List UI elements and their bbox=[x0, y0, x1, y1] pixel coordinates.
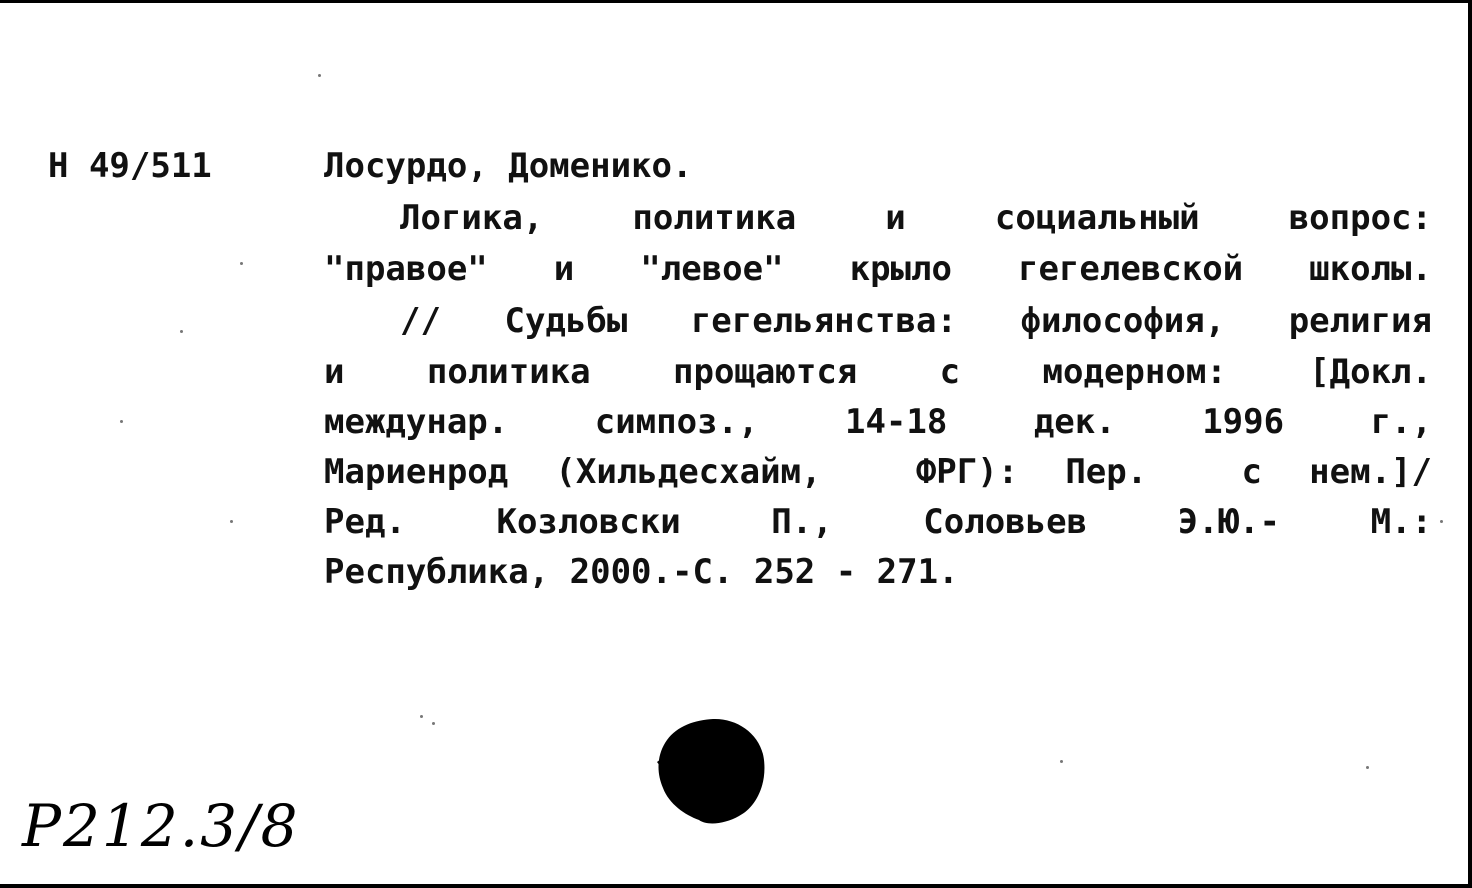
title-line-1: Логика, политика и социальный вопрос: bbox=[400, 198, 1432, 238]
source-line-6: Республика, 2000.-С. 252 - 271. bbox=[324, 552, 959, 592]
source-line-3: междунар. симпоз., 14-18 дек. 1996 г., bbox=[324, 402, 1432, 442]
source-line-2: и политика прощаются с модерном: [Докл. bbox=[324, 352, 1432, 392]
source-line-1: // Судьбы гегельянства: философия, религия bbox=[400, 301, 1432, 341]
shelfmark: Н 49/511 bbox=[48, 146, 212, 186]
scan-speck bbox=[120, 420, 123, 423]
title-line-2: "правое" и "левое" крыло гегелевской школы. bbox=[324, 249, 1432, 289]
handwritten-classification-code: Р212.3/8 bbox=[22, 792, 300, 860]
card-border-bottom bbox=[0, 884, 1472, 888]
scan-speck bbox=[420, 715, 423, 718]
punch-hole bbox=[655, 716, 767, 826]
card-border-right bbox=[1468, 0, 1472, 888]
source-line-5: Ред. Козловски П., Соловьев Э.Ю.- М.: bbox=[324, 502, 1432, 542]
scan-speck bbox=[1440, 520, 1443, 523]
scan-speck bbox=[230, 520, 233, 523]
scan-speck bbox=[432, 722, 435, 725]
scan-speck bbox=[1366, 766, 1369, 769]
scan-speck bbox=[318, 74, 321, 77]
card-border-top bbox=[0, 0, 1472, 3]
source-line-4: Мариенрод (Хильдесхайм, ФРГ): Пер. с нем.]/ bbox=[324, 452, 1432, 492]
scan-speck bbox=[1060, 760, 1063, 763]
scan-speck bbox=[180, 330, 183, 333]
author-heading: Лосурдо, Доменико. bbox=[324, 146, 693, 186]
scan-speck bbox=[240, 262, 243, 265]
